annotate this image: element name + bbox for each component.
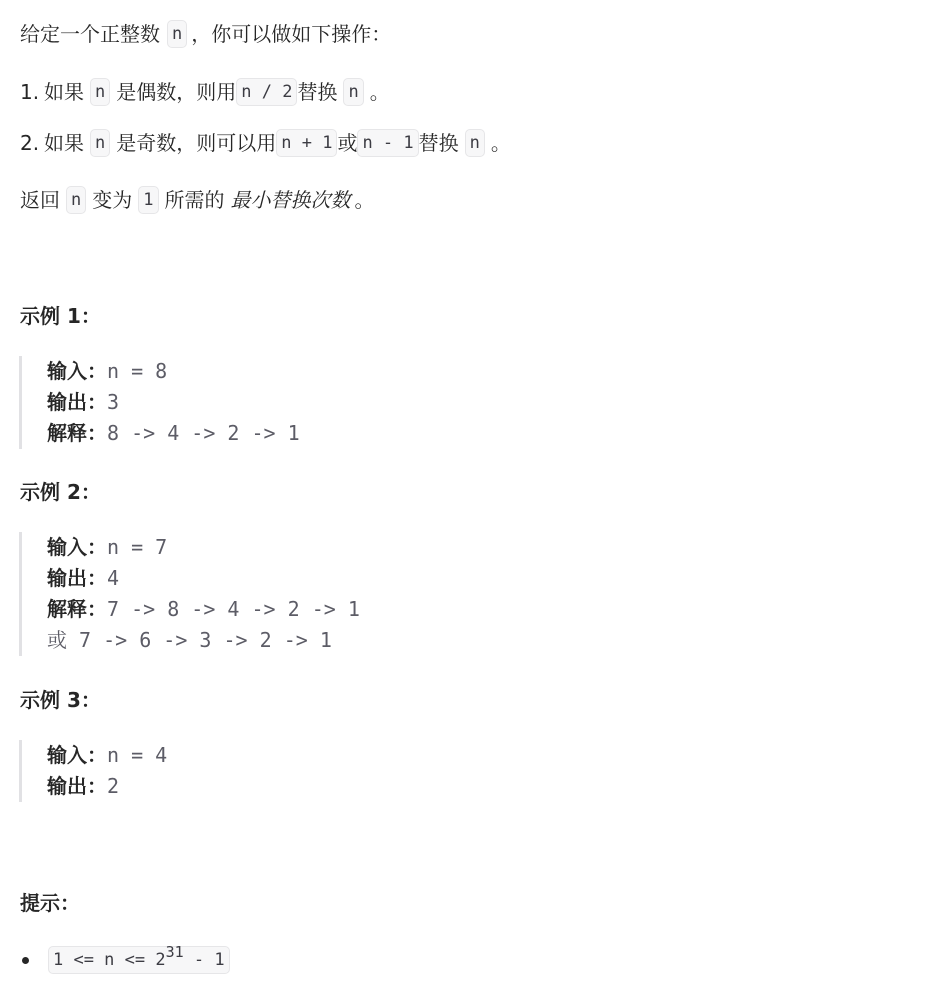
example-explain-line bbox=[47, 594, 360, 625]
rule-text: 替换 bbox=[297, 80, 338, 104]
goal-text: 变为 bbox=[92, 188, 133, 212]
output-value: 3 bbox=[107, 390, 120, 414]
output-value: 2 bbox=[107, 774, 120, 798]
example-input-line bbox=[47, 740, 167, 771]
input-label: 输入： bbox=[47, 359, 107, 383]
input-value: n = 7 bbox=[107, 535, 168, 559]
intro-text: 给定一个正整数 bbox=[20, 22, 160, 46]
goal-text: 所需的 bbox=[164, 188, 225, 212]
input-label: 输入： bbox=[47, 535, 107, 559]
example-explain-line bbox=[47, 418, 300, 449]
explain-label: 解释： bbox=[47, 597, 107, 621]
goal-paragraph bbox=[20, 185, 375, 215]
constraint-exponent: 31 bbox=[165, 943, 184, 961]
output-label: 输出： bbox=[47, 390, 107, 414]
input-value: n = 8 bbox=[107, 359, 168, 383]
hints-heading: 提示： bbox=[20, 891, 80, 915]
inline-code-n: n bbox=[343, 78, 363, 106]
inline-code-n: n bbox=[66, 186, 86, 214]
rule-number: 2. bbox=[20, 131, 40, 155]
example-3-block bbox=[19, 740, 167, 802]
output-label: 输出： bbox=[47, 774, 107, 798]
inline-code-n: n bbox=[90, 78, 110, 106]
explain-value: 8 -> 4 -> 2 -> 1 bbox=[107, 421, 300, 445]
inline-code-one: 1 bbox=[138, 186, 158, 214]
intro-paragraph bbox=[20, 19, 391, 49]
rule-number: 1. bbox=[20, 80, 40, 104]
input-value: n = 4 bbox=[107, 743, 168, 767]
inline-code-decrement: n - 1 bbox=[357, 129, 418, 157]
rule-text: 如果 bbox=[44, 131, 84, 155]
explain-label: 解释： bbox=[47, 421, 107, 445]
rule-text: 。 bbox=[369, 80, 390, 104]
rule-text: 或 bbox=[337, 131, 358, 155]
rule-text: 替换 bbox=[418, 131, 459, 155]
constraint-item bbox=[20, 943, 230, 974]
alt-value: 7 -> 6 -> 3 -> 2 -> 1 bbox=[79, 628, 332, 652]
example-1-heading: 示例 1： bbox=[20, 304, 101, 328]
inline-code-halve: n / 2 bbox=[236, 78, 297, 106]
inline-code-n: n bbox=[90, 129, 110, 157]
output-value: 4 bbox=[107, 566, 120, 590]
example-output-line bbox=[47, 387, 300, 418]
rule-text: 是偶数，则用 bbox=[116, 80, 237, 104]
constraint-code bbox=[48, 943, 230, 974]
example-alt-line bbox=[47, 625, 360, 656]
example-output-line bbox=[47, 771, 167, 802]
example-input-line bbox=[47, 356, 300, 387]
rule-item-2 bbox=[20, 128, 511, 158]
goal-text: 。 bbox=[354, 188, 375, 212]
example-input-line bbox=[47, 532, 360, 563]
inline-code-n: n bbox=[465, 129, 485, 157]
input-label: 输入： bbox=[47, 743, 107, 767]
example-output-line bbox=[47, 563, 360, 594]
example-2-heading: 示例 2： bbox=[20, 480, 101, 504]
intro-text-post: ，你可以做如下操作： bbox=[191, 22, 392, 46]
rule-text: 如果 bbox=[44, 80, 84, 104]
rule-text: 。 bbox=[490, 131, 511, 155]
alt-prefix: 或 bbox=[47, 628, 67, 652]
output-label: 输出： bbox=[47, 566, 107, 590]
rule-text: 是奇数，则可以用 bbox=[116, 131, 277, 155]
goal-emphasis: 最小替换次数 bbox=[230, 188, 351, 212]
explain-value: 7 -> 8 -> 4 -> 2 -> 1 bbox=[107, 597, 360, 621]
bullet-icon bbox=[22, 957, 29, 964]
rule-item-1 bbox=[20, 77, 390, 107]
constraint-text: 1 <= n <= 2 bbox=[53, 950, 166, 970]
inline-code-n: n bbox=[167, 20, 187, 48]
example-2-block bbox=[19, 532, 360, 656]
inline-code-increment: n + 1 bbox=[276, 129, 337, 157]
example-3-heading: 示例 3： bbox=[20, 688, 101, 712]
goal-text: 返回 bbox=[20, 188, 60, 212]
example-1-block bbox=[19, 356, 300, 449]
constraint-text-post: - 1 bbox=[183, 950, 225, 970]
